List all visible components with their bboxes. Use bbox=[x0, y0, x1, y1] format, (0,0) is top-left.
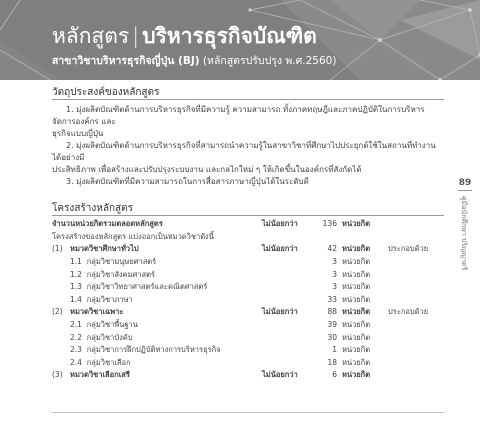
row-unit: หน่วยกิต bbox=[342, 244, 371, 254]
objectives-list bbox=[52, 104, 444, 188]
page-header bbox=[0, 0, 480, 80]
row-label bbox=[66, 281, 262, 294]
row-credits: 30 bbox=[327, 332, 337, 342]
page-number: 89 bbox=[458, 178, 472, 188]
row-qualifier bbox=[262, 268, 314, 281]
side-tab bbox=[455, 178, 475, 191]
row-unit: หน่วยกิต bbox=[342, 294, 371, 304]
row-unit: หน่วยกิต bbox=[342, 370, 371, 380]
row-label bbox=[66, 294, 262, 307]
row-number: (1) bbox=[52, 244, 63, 254]
title-main: บริหารธุรกิจบัณฑิต bbox=[142, 24, 317, 48]
row-note bbox=[388, 331, 444, 344]
row-note bbox=[388, 294, 444, 307]
table-row bbox=[52, 369, 444, 382]
row-credits: 42 bbox=[327, 244, 337, 254]
row-note: ประกอบด้วย bbox=[388, 307, 429, 317]
table-row bbox=[52, 243, 444, 256]
row-credits: 6 bbox=[332, 370, 337, 380]
row-note bbox=[388, 357, 444, 370]
row-number: 2.3 bbox=[70, 345, 82, 355]
row-unit: หน่วยกิต bbox=[342, 345, 371, 355]
row-number: 2.1 bbox=[70, 320, 82, 330]
row-number: 1.4 bbox=[70, 294, 82, 304]
total-unit: หน่วยกิต bbox=[342, 219, 371, 229]
row-number: 2.4 bbox=[70, 357, 82, 367]
row-label: หมวดวิชาเฉพาะ bbox=[70, 307, 124, 317]
row-note bbox=[388, 256, 444, 269]
row-qualifier bbox=[262, 319, 314, 332]
row-qualifier bbox=[262, 344, 314, 357]
row-qualifier bbox=[262, 281, 314, 294]
row-label: หมวดวิชาเลือกเสรี bbox=[70, 370, 130, 380]
objective-1-line-1: 1. มุ่งผลิตบัณฑิตด้านการบริหารธุรกิจที่มีความรู้ ความสามารถ ทั้งภาคทฤษฎีและภาคปฏิบัติในการบริหารจัดการองค์กร และ bbox=[52, 105, 425, 126]
row-unit: หน่วยกิต bbox=[342, 269, 371, 279]
row-note bbox=[388, 281, 444, 294]
row-credits: 3 bbox=[332, 282, 337, 292]
row-qualifier: ไม่น้อยกว่า bbox=[262, 370, 298, 380]
row-unit: หน่วยกิต bbox=[342, 257, 371, 267]
objective-1-line-2: ธุรกิจแบบญี่ปุ่น bbox=[52, 129, 104, 138]
total-credits: 136 bbox=[322, 219, 337, 229]
row-label-text: กลุ่มวิชาการฝึกปฏิบัติทางการบริหารธุรกิจ bbox=[86, 345, 221, 355]
row-label bbox=[66, 344, 262, 357]
structure-table bbox=[52, 218, 444, 382]
row-number: 2.2 bbox=[70, 332, 82, 342]
row-unit: หน่วยกิต bbox=[342, 282, 371, 292]
program-subtitle bbox=[52, 52, 336, 69]
row-note bbox=[388, 344, 444, 357]
row-qualifier bbox=[262, 357, 314, 370]
total-label: จำนวนหน่วยกิตรวมตลอดหลักสูตร bbox=[52, 219, 163, 229]
table-row bbox=[52, 256, 444, 269]
structure-intro: โครงสร้างของหลักสูตร แบ่งออกเป็นหมวดวิชาดังนี้ bbox=[52, 231, 214, 241]
table-row bbox=[52, 294, 444, 307]
row-label-text: กลุ่มวิชาภาษา bbox=[86, 294, 133, 304]
title-prefix: หลักสูตร bbox=[52, 24, 130, 48]
subtitle-major: สาขาวิชาบริหารธุรกิจญี่ปุ่น (BJ) bbox=[52, 55, 200, 67]
row-note: ประกอบด้วย bbox=[388, 244, 429, 254]
row-unit: หน่วยกิต bbox=[342, 307, 371, 317]
row-qualifier bbox=[262, 256, 314, 269]
row-label bbox=[66, 357, 262, 370]
table-row bbox=[52, 344, 444, 357]
row-credits: 18 bbox=[327, 357, 337, 367]
row-label: หมวดวิชาศึกษาทั่วไป bbox=[70, 244, 139, 254]
intro-row bbox=[52, 231, 444, 244]
row-credits: 3 bbox=[332, 257, 337, 267]
row-unit: หน่วยกิต bbox=[342, 357, 371, 367]
row-credits: 33 bbox=[327, 294, 337, 304]
row-qualifier bbox=[262, 331, 314, 344]
row-number: 1.3 bbox=[70, 282, 82, 292]
row-note bbox=[388, 369, 444, 382]
table-row bbox=[52, 331, 444, 344]
row-qualifier: ไม่น้อยกว่า bbox=[262, 244, 298, 254]
row-label bbox=[66, 268, 262, 281]
row-credits: 3 bbox=[332, 269, 337, 279]
objective-2-line-2: ประสิทธิภาพ เพื่อสร้างและปรับปรุงระบบงาน และกลไกใหม่ ๆ ให้เกิดขึ้นในองค์กรที่สังกัดได้ bbox=[52, 165, 362, 174]
row-note bbox=[388, 268, 444, 281]
objective-3: 3. มุ่งผลิตบัณฑิตที่มีความสามารถในการสื่อสารภาษาญี่ปุ่นได้ในระดับดี bbox=[66, 177, 309, 186]
objective-2-line-1: 2. มุ่งผลิตบัณฑิตด้านการบริหารธุรกิจที่สามารถนำความรู้ในสาขาวิชาที่ศึกษาไปประยุกต์ใช้ในสถานที่ทำงานได้อย่างมี bbox=[52, 141, 436, 162]
side-running-title: คู่มือนักศึกษา ปริญญาตรี bbox=[460, 196, 468, 271]
row-label-text: กลุ่มวิชาบังคับ bbox=[86, 332, 133, 342]
row-note bbox=[388, 319, 444, 332]
table-row bbox=[52, 281, 444, 294]
row-label bbox=[66, 256, 262, 269]
row-qualifier bbox=[262, 294, 314, 307]
bottom-divider bbox=[52, 412, 444, 413]
total-row bbox=[52, 218, 444, 231]
objectives-heading-row bbox=[52, 86, 444, 100]
program-title bbox=[52, 24, 317, 48]
row-label-text: กลุ่มวิชามนุษยศาสตร์ bbox=[86, 257, 157, 267]
row-number: 1.1 bbox=[70, 257, 82, 267]
subtitle-note: (หลักสูตรปรับปรุง พ.ศ.2560) bbox=[202, 55, 337, 67]
row-number: (3) bbox=[52, 370, 63, 380]
title-separator: | bbox=[132, 24, 140, 48]
row-label-text: กลุ่มวิชาพื้นฐาน bbox=[86, 320, 138, 330]
row-unit: หน่วยกิต bbox=[342, 320, 371, 330]
objectives-title: วัตถุประสงค์ของหลักสูตร bbox=[52, 87, 160, 98]
page-content bbox=[52, 86, 444, 382]
row-label-text: กลุ่มวิชาเลือก bbox=[86, 357, 131, 367]
structure-title: โครงสร้างหลักสูตร bbox=[52, 203, 134, 214]
row-label bbox=[66, 331, 262, 344]
total-qualifier: ไม่น้อยกว่า bbox=[262, 219, 298, 229]
table-row bbox=[52, 319, 444, 332]
table-row bbox=[52, 268, 444, 281]
row-number: 1.2 bbox=[70, 269, 82, 279]
row-label-text: กลุ่มวิชาสังคมศาสตร์ bbox=[86, 269, 155, 279]
row-unit: หน่วยกิต bbox=[342, 332, 371, 342]
row-label-text: กลุ่มวิชาวิทยาศาสตร์และคณิตศาสตร์ bbox=[86, 282, 208, 292]
row-credits: 39 bbox=[327, 320, 337, 330]
row-qualifier: ไม่น้อยกว่า bbox=[262, 307, 298, 317]
row-label bbox=[66, 319, 262, 332]
row-credits: 1 bbox=[332, 345, 337, 355]
structure-heading-row bbox=[52, 202, 444, 216]
table-row bbox=[52, 306, 444, 319]
table-row bbox=[52, 357, 444, 370]
row-credits: 88 bbox=[327, 307, 337, 317]
page-number-divider bbox=[458, 190, 472, 191]
row-number: (2) bbox=[52, 307, 63, 317]
